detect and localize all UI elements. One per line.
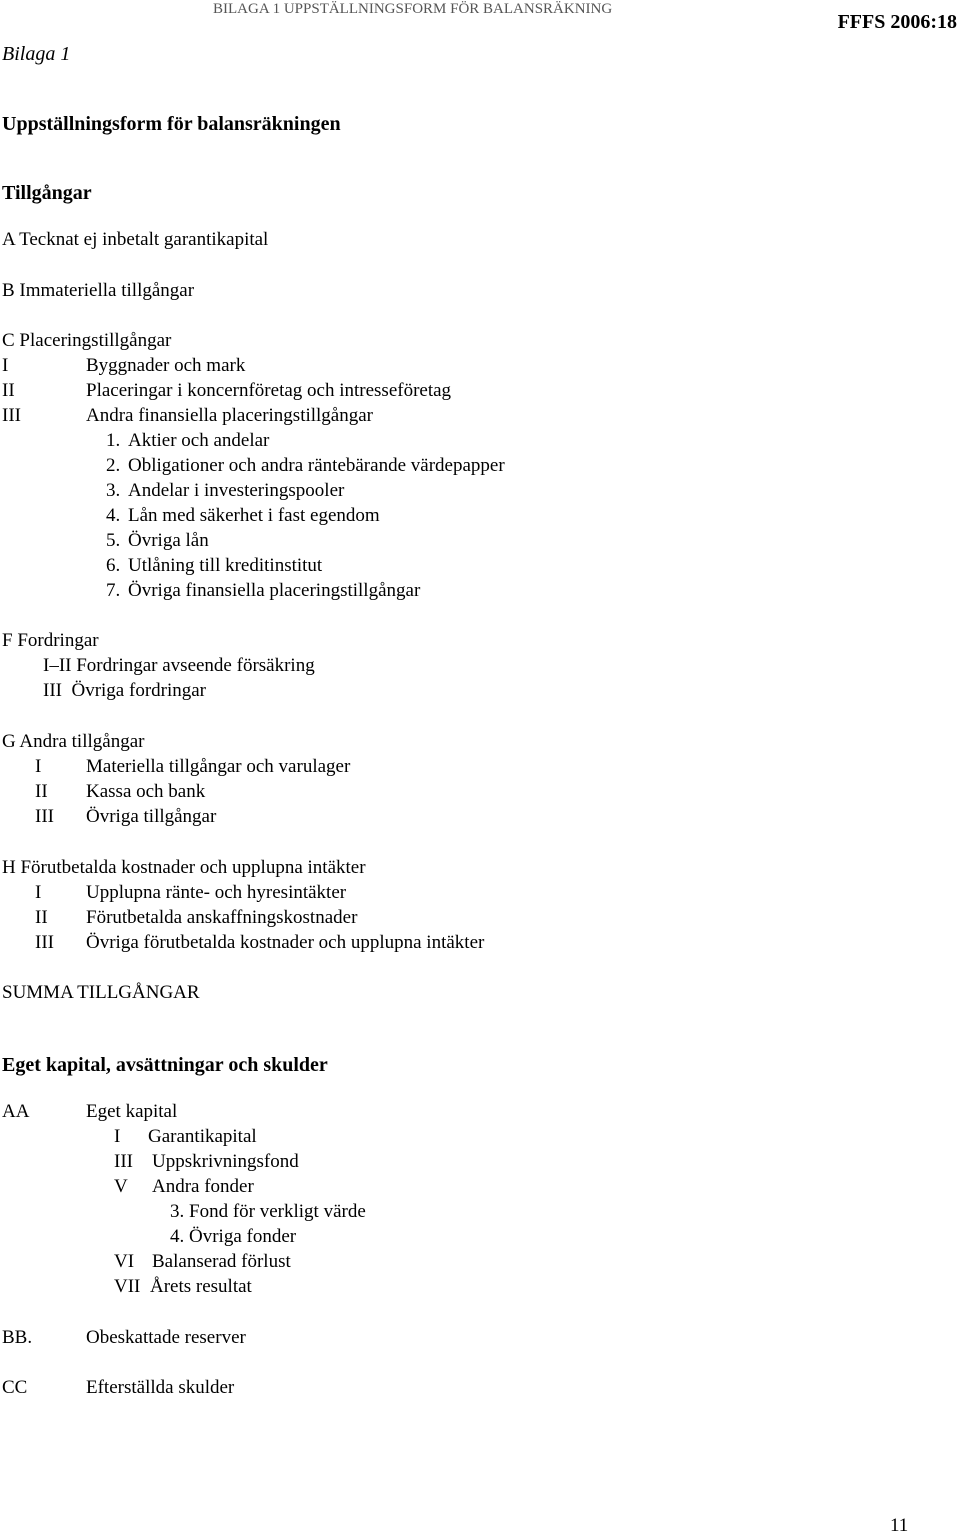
section-c-heading: C Placeringstillgångar bbox=[2, 330, 172, 351]
sub-item-text: Aktier och andelar bbox=[128, 430, 270, 451]
section-g-row-text: Materiella tillgångar och varulager bbox=[86, 756, 351, 777]
sub-item-num: 4. bbox=[106, 505, 121, 526]
section-cc-label: Efterställda skulder bbox=[86, 1377, 235, 1398]
section-aa-row-text: Balanserad förlust bbox=[152, 1251, 291, 1272]
document-code: FFFS 2006:18 bbox=[837, 11, 957, 33]
sub-item-text: Utlåning till kreditinstitut bbox=[128, 555, 323, 576]
section-aa-row-num: VI bbox=[114, 1251, 135, 1272]
page-number: 11 bbox=[890, 1515, 909, 1536]
sub-item-text: Lån med säkerhet i fast egendom bbox=[128, 505, 380, 526]
sub-item-text: Övriga lån bbox=[128, 530, 209, 551]
section-b: B Immateriella tillgångar bbox=[2, 280, 195, 301]
section-aa-row-text: Uppskrivningsfond bbox=[152, 1151, 299, 1172]
section-aa-code: AA bbox=[2, 1101, 30, 1122]
summa-tillgangar: SUMMA TILLGÅNGAR bbox=[2, 982, 200, 1003]
sub-item-num: 6. bbox=[106, 555, 121, 576]
section-g-row-text: Övriga tillgångar bbox=[86, 806, 217, 827]
section-h-row-text: Övriga förutbetalda kostnader och upplupna intäkter bbox=[86, 932, 485, 953]
section-cc-code: CC bbox=[2, 1377, 28, 1398]
appendix-label: Bilaga 1 bbox=[2, 43, 71, 65]
sub-item-text: Övriga finansiella placeringstillgångar bbox=[128, 580, 421, 601]
section-aa-row-text: Garantikapital bbox=[148, 1126, 257, 1147]
section-f-heading: F Fordringar bbox=[2, 630, 99, 651]
section-aa-row-num: I bbox=[114, 1126, 121, 1147]
section-h-row-text: Förutbetalda anskaffningskostnader bbox=[86, 907, 358, 928]
section-f-line: III Övriga fordringar bbox=[43, 680, 207, 701]
section-g-row-num: II bbox=[35, 781, 48, 802]
running-header: BILAGA 1 UPPSTÄLLNINGSFORM FÖR BALANSRÄKNING bbox=[213, 1, 613, 17]
section-g-row-num: III bbox=[35, 806, 54, 827]
section-aa-label: Eget kapital bbox=[86, 1101, 178, 1122]
section-bb-label: Obeskattade reserver bbox=[86, 1327, 246, 1348]
sub-item-text: Obligationer och andra räntebärande värdepapper bbox=[128, 455, 505, 476]
section-aa-row-text: Andra fonder bbox=[152, 1176, 254, 1197]
liabilities-heading: Eget kapital, avsättningar och skulder bbox=[2, 1054, 328, 1076]
section-aa-row-num: III bbox=[114, 1151, 133, 1172]
assets-heading: Tillgångar bbox=[2, 182, 92, 204]
section-bb-code: BB. bbox=[2, 1327, 33, 1348]
section-aa-row-num: V bbox=[114, 1176, 128, 1197]
sub-item-num: 7. bbox=[106, 580, 121, 601]
section-g-heading: G Andra tillgångar bbox=[2, 731, 145, 752]
section-aa-sub-item: 3. Fond för verkligt värde bbox=[170, 1201, 366, 1222]
section-c-row-num: II bbox=[2, 380, 15, 401]
section-g-row-text: Kassa och bank bbox=[86, 781, 206, 802]
section-h-row-num: II bbox=[35, 907, 48, 928]
sub-item-num: 5. bbox=[106, 530, 121, 551]
sub-item-text: Andelar i investeringspooler bbox=[128, 480, 345, 501]
section-h-row-num: III bbox=[35, 932, 54, 953]
section-aa-row-num: VII bbox=[114, 1276, 141, 1297]
section-h-heading: H Förutbetalda kostnader och upplupna intäkter bbox=[2, 857, 366, 878]
section-c-row-text: Byggnader och mark bbox=[86, 355, 246, 376]
sub-item-num: 1. bbox=[106, 430, 121, 451]
section-c-row-text: Andra finansiella placeringstillgångar bbox=[86, 405, 374, 426]
section-aa-sub-item: 4. Övriga fonder bbox=[170, 1226, 297, 1247]
section-c-row-num: III bbox=[2, 405, 21, 426]
section-aa-row-text: Årets resultat bbox=[150, 1276, 252, 1297]
section-c-row-text: Placeringar i koncernföretag och intresseföretag bbox=[86, 380, 452, 401]
section-c-row-num: I bbox=[2, 355, 9, 376]
section-f-line: I–II Fordringar avseende försäkring bbox=[43, 655, 315, 676]
sub-item-num: 3. bbox=[106, 480, 121, 501]
section-g-row-num: I bbox=[35, 756, 42, 777]
sub-item-num: 2. bbox=[106, 455, 121, 476]
page-title: Uppställningsform för balansräkningen bbox=[2, 113, 341, 135]
section-a: A Tecknat ej inbetalt garantikapital bbox=[2, 229, 269, 250]
section-h-row-text: Upplupna ränte- och hyresintäkter bbox=[86, 882, 347, 903]
section-h-row-num: I bbox=[35, 882, 42, 903]
